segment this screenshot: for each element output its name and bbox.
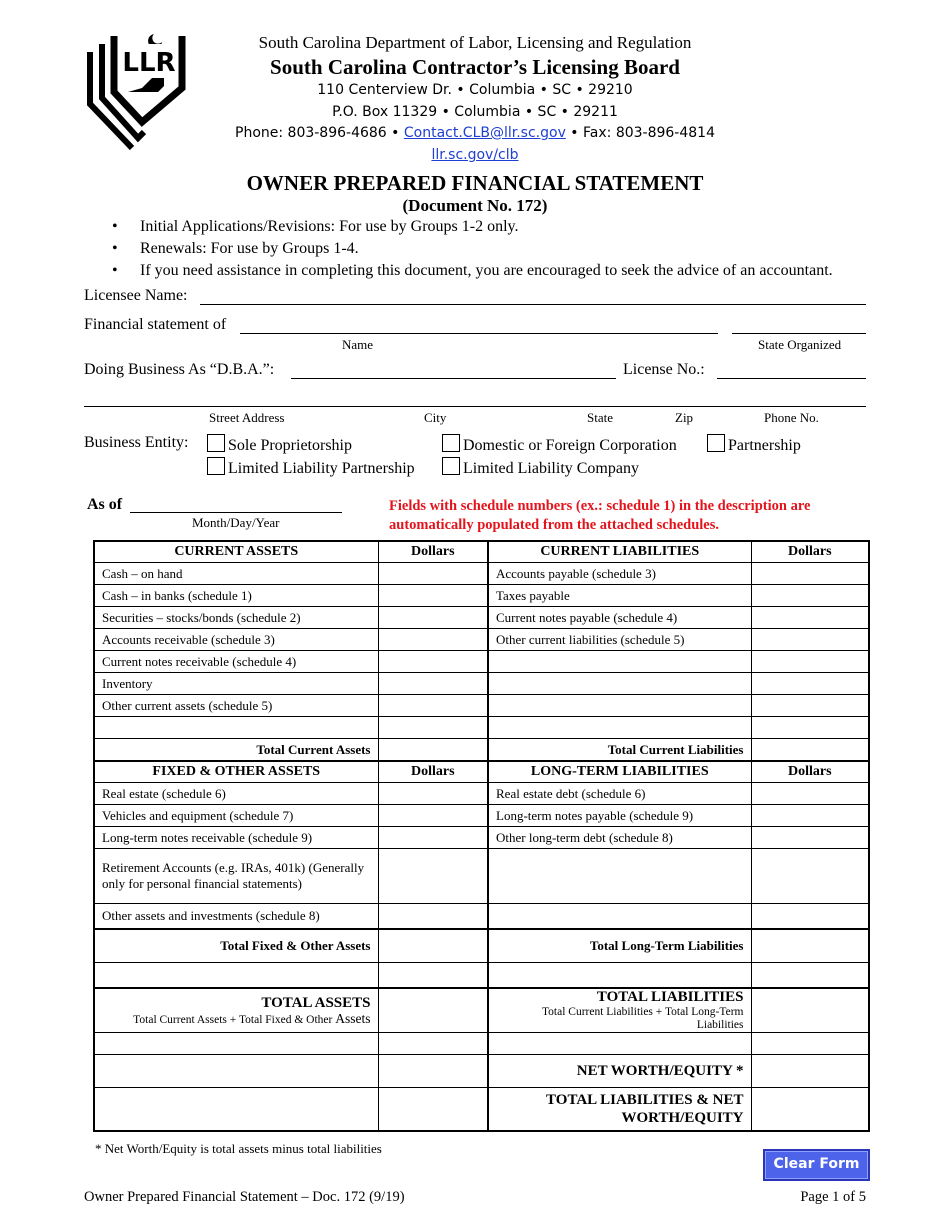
table-row: Long-term notes payable (schedule 9) <box>488 805 751 827</box>
fixed-assets-header: FIXED & OTHER ASSETS <box>94 761 378 783</box>
table-row <box>94 1055 378 1088</box>
table-row: Cash – in banks (schedule 1) <box>94 585 378 607</box>
table-row <box>94 1088 378 1132</box>
dollar-input[interactable] <box>751 607 869 629</box>
total-current-liabilities-label: Total Current Liabilities <box>488 739 751 762</box>
financial-statement-label: Financial statement of <box>84 316 227 333</box>
fax-text: • Fax: 803-896-4814 <box>565 125 715 141</box>
checkbox[interactable] <box>707 434 725 452</box>
dollar-input[interactable] <box>378 651 488 673</box>
dollar-input[interactable] <box>751 805 869 827</box>
current-assets-header: CURRENT ASSETS <box>94 541 378 563</box>
phone-caption: Phone No. <box>764 410 819 425</box>
total-liabilities-net-worth-value[interactable] <box>751 1088 869 1132</box>
entity-partnership[interactable]: Partnership <box>707 434 801 455</box>
dollars-header: Dollars <box>378 761 488 783</box>
dollar-input[interactable] <box>378 904 488 930</box>
table-row <box>488 1033 751 1055</box>
checkbox[interactable] <box>442 457 460 475</box>
table-row <box>488 651 751 673</box>
dollar-input[interactable] <box>751 585 869 607</box>
dollars-header: Dollars <box>378 541 488 563</box>
total-liabilities-title: TOTAL LIABILITIES <box>596 989 744 1005</box>
table-row: Cash – on hand <box>94 563 378 585</box>
business-entity-label: Business Entity: <box>84 434 189 451</box>
dollar-input[interactable] <box>751 563 869 585</box>
financial-statement-table <box>93 540 870 1132</box>
website-line <box>190 147 760 163</box>
list-item: • If you need assistance in completing this document, you are encouraged to seek the advice of an accountant. <box>112 262 833 279</box>
dollar-input[interactable] <box>751 673 869 695</box>
table-row <box>488 904 751 930</box>
total-long-term-value[interactable] <box>751 929 869 963</box>
list-item: • Renewals: For use by Groups 1-4. <box>112 240 359 257</box>
email-link[interactable]: Contact.CLB@llr.sc.gov <box>403 125 566 141</box>
dollar-input[interactable] <box>378 1033 488 1055</box>
list-item: • Initial Applications/Revisions: For use by Groups 1-2 only. <box>112 218 519 235</box>
dollar-input[interactable] <box>751 783 869 805</box>
total-liabilities-label <box>488 988 751 1033</box>
dollar-input[interactable] <box>378 1088 488 1132</box>
dollars-header: Dollars <box>751 541 869 563</box>
dollar-input[interactable] <box>751 904 869 930</box>
clear-form-button[interactable]: Clear Form <box>763 1149 870 1181</box>
current-liabilities-header: CURRENT LIABILITIES <box>488 541 751 563</box>
dollar-input[interactable] <box>378 849 488 904</box>
board-name: South Carolina Contractor’s Licensing Board <box>270 55 680 79</box>
dollar-input[interactable] <box>751 827 869 849</box>
dollar-input[interactable] <box>751 695 869 717</box>
dollar-input[interactable] <box>751 651 869 673</box>
llr-logo <box>84 30 188 152</box>
dollar-input[interactable] <box>751 963 869 989</box>
dollar-input[interactable] <box>751 629 869 651</box>
table-row: Taxes payable <box>488 585 751 607</box>
dollar-input[interactable] <box>378 717 488 739</box>
dba-field[interactable] <box>291 378 616 379</box>
dollars-header: Dollars <box>751 761 869 783</box>
dollar-input[interactable] <box>378 827 488 849</box>
dollar-input[interactable] <box>378 673 488 695</box>
checkbox[interactable] <box>207 434 225 452</box>
licensee-name-label: Licensee Name: <box>84 287 188 304</box>
dollar-input[interactable] <box>751 849 869 904</box>
table-row: Accounts receivable (schedule 3) <box>94 629 378 651</box>
name-caption: Name <box>342 337 374 352</box>
table-row <box>488 695 751 717</box>
net-worth-label: NET WORTH/EQUITY * <box>488 1055 751 1088</box>
table-row: Inventory <box>94 673 378 695</box>
dollar-input[interactable] <box>378 1055 488 1088</box>
table-row: Other assets and investments (schedule 8) <box>94 904 378 930</box>
dba-label: Doing Business As “D.B.A.”: <box>84 361 275 378</box>
table-row: Current notes payable (schedule 4) <box>488 607 751 629</box>
statement-name-field[interactable] <box>240 333 718 334</box>
table-row: Retirement Accounts (e.g. IRAs, 401k) (Generally only for personal financial statements) <box>94 849 378 904</box>
table-row: Vehicles and equipment (schedule 7) <box>94 805 378 827</box>
total-liabilities-net-worth-label: TOTAL LIABILITIES & NET WORTH/EQUITY <box>488 1088 751 1132</box>
footer-document-name: Owner Prepared Financial Statement – Doc. 172 (9/19) <box>84 1189 405 1205</box>
as-of-label: As of <box>87 496 123 513</box>
table-row: Other current liabilities (schedule 5) <box>488 629 751 651</box>
footer-page-number: Page 1 of 5 <box>800 1189 866 1205</box>
city-caption: City <box>424 410 447 425</box>
table-row <box>94 1033 378 1055</box>
entity-llc[interactable]: Limited Liability Company <box>442 457 639 478</box>
state-organized-field[interactable] <box>732 333 866 334</box>
table-row: Real estate (schedule 6) <box>94 783 378 805</box>
net-worth-value[interactable] <box>751 1055 869 1088</box>
dollar-input[interactable] <box>378 805 488 827</box>
total-current-assets-value[interactable] <box>378 739 488 762</box>
entity-llp[interactable]: Limited Liability Partnership <box>207 457 415 478</box>
svg-text:LLR: LLR <box>122 48 176 78</box>
date-caption: Month/Day/Year <box>192 515 280 530</box>
dollar-input[interactable] <box>378 629 488 651</box>
entity-corporation[interactable]: Domestic or Foreign Corporation <box>442 434 677 455</box>
table-row <box>94 717 378 739</box>
street-address-caption: Street Address <box>209 410 285 425</box>
website-link[interactable]: llr.sc.gov/clb <box>431 147 519 163</box>
licensee-name-field[interactable] <box>200 304 866 305</box>
footnote: * Net Worth/Equity is total assets minus total liabilities <box>95 1141 382 1156</box>
table-row: Accounts payable (schedule 3) <box>488 563 751 585</box>
total-liabilities-formula: Total Current Liabilities + Total Long-Term Liabilities <box>541 1006 744 1031</box>
total-fixed-assets-label: Total Fixed & Other Assets <box>94 929 378 963</box>
department-name: South Carolina Department of Labor, Licensing and Regulation <box>258 33 692 52</box>
dollar-input[interactable] <box>751 1033 869 1055</box>
total-assets-title: TOTAL ASSETS <box>261 994 371 1011</box>
dollar-input[interactable] <box>378 963 488 989</box>
address-field[interactable] <box>84 406 866 407</box>
dollar-input[interactable] <box>378 783 488 805</box>
table-row <box>488 673 751 695</box>
license-no-label: License No.: <box>623 361 705 378</box>
form-title: OWNER PREPARED FINANCIAL STATEMENT <box>246 171 704 195</box>
dollar-input[interactable] <box>751 717 869 739</box>
zip-caption: Zip <box>675 410 694 425</box>
total-assets-formula: Total Current Assets + Total Fixed & Other Assets <box>133 1010 371 1026</box>
table-row: Long-term notes receivable (schedule 9) <box>94 827 378 849</box>
state-caption: State <box>587 410 613 425</box>
dollar-input[interactable] <box>378 585 488 607</box>
table-row: Other long-term debt (schedule 8) <box>488 827 751 849</box>
dollar-input[interactable] <box>378 563 488 585</box>
instructions-list <box>112 216 833 282</box>
table-row: Real estate debt (schedule 6) <box>488 783 751 805</box>
entity-sole-proprietorship[interactable]: Sole Proprietorship <box>207 434 352 455</box>
total-fixed-assets-value[interactable] <box>378 929 488 963</box>
address-street: 110 Centerview Dr. • Columbia • SC • 29210 <box>317 82 633 98</box>
total-assets-label <box>94 988 378 1033</box>
table-row: Other current assets (schedule 5) <box>94 695 378 717</box>
table-row <box>94 963 378 989</box>
state-organized-caption: State Organized <box>758 337 842 352</box>
long-term-liabilities-header: LONG-TERM LIABILITIES <box>488 761 751 783</box>
phone-text: Phone: 803-896-4686 • <box>235 125 404 141</box>
table-row <box>488 849 751 904</box>
total-long-term-label: Total Long-Term Liabilities <box>488 929 751 963</box>
total-current-liabilities-value[interactable] <box>751 739 869 762</box>
as-of-date-field[interactable] <box>130 512 342 513</box>
checkbox[interactable] <box>442 434 460 452</box>
total-liabilities-value[interactable] <box>751 988 869 1033</box>
table-row: Securities – stocks/bonds (schedule 2) <box>94 607 378 629</box>
table-row <box>488 963 751 989</box>
document-number: (Document No. 172) <box>402 196 548 215</box>
table-row: Current notes receivable (schedule 4) <box>94 651 378 673</box>
table-row <box>488 717 751 739</box>
dollar-input[interactable] <box>378 607 488 629</box>
total-current-assets-label: Total Current Assets <box>94 739 378 762</box>
total-assets-value[interactable] <box>378 988 488 1033</box>
checkbox[interactable] <box>207 457 225 475</box>
address-po-box: P.O. Box 11329 • Columbia • SC • 29211 <box>332 104 618 120</box>
autopopulate-notice: Fields with schedule numbers (ex.: schedule 1) in the description are automatically populated from the attached schedules. <box>389 498 811 533</box>
contact-line <box>190 125 760 141</box>
dollar-input[interactable] <box>378 695 488 717</box>
license-no-field[interactable] <box>717 378 866 379</box>
